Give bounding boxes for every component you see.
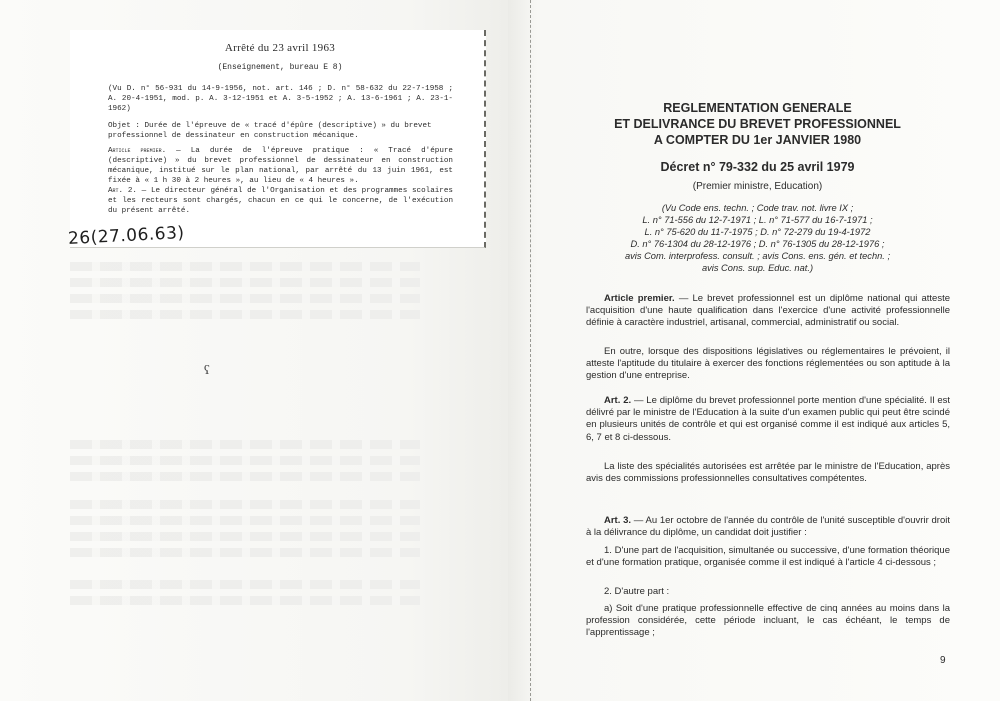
reference-line: avis Com. interprofess. consult. ; avis Cons. ens. gén. et techn. ; <box>624 251 891 261</box>
page-gutter <box>530 0 531 701</box>
regulation-title-line: ET DELIVRANCE DU BREVET PROFESSIONNEL <box>614 117 901 131</box>
show-through-line <box>70 580 420 589</box>
decret-article-2 <box>586 395 950 444</box>
show-through-line <box>70 500 420 509</box>
article-1-label: Article premier. <box>108 147 167 155</box>
page-number: 9 <box>940 655 946 666</box>
arrete-article-2 <box>108 186 453 216</box>
show-through-line <box>70 472 420 481</box>
regulation-title <box>590 100 925 148</box>
reference-line: (Vu Code ens. techn. ; Code trav. not. livre IX ; <box>661 203 854 213</box>
decret-article-1 <box>586 293 950 330</box>
decret-title: Décret n° 79-332 du 25 avril 1979 <box>660 160 855 174</box>
show-through-line <box>70 456 420 465</box>
decret-article-3 <box>586 515 950 539</box>
decret-article-1-para-2: En outre, lorsque des dispositions législatives ou réglementaires le prévoient, il atteste l'aptitude du titulaire à exercer des fonctions réglementées ou son aptitude à la gestion d'une entreprise. <box>586 346 950 382</box>
arrete-title: Arrêté du 23 avril 1963 <box>224 42 336 54</box>
show-through-line <box>70 548 420 557</box>
handwritten-note: 26(27.06.63) <box>67 222 186 250</box>
objet-label: Objet : <box>108 122 140 130</box>
show-through-line <box>70 440 420 449</box>
article-1-label: Article premier. <box>604 293 675 304</box>
show-through-line <box>70 310 420 319</box>
arrete-objet <box>108 121 453 141</box>
arrete-references: (Vu D. n° 56-931 du 14-9-1956, not. art. 146 ; D. n° 58-632 du 22-7-1958 ; A. 20-4-1951, mod. p. A. 3-12-1951 et A. 3-5-1952 ; A. 13-6-1961 ; A. 23-1-1962) <box>108 85 453 113</box>
article-1-text: — Le brevet professionnel est un diplôme national qui atteste l'acquisition d'une haute qualification dans l'exercice d'une activité professionnelle définie à caractère industriel, artisanal, commercial, administratif ou social. <box>586 293 951 329</box>
reference-line: L. n° 71-556 du 12-7-1971 ; L. n° 71-577 du 16-7-1971 ; <box>642 215 873 225</box>
show-through-line <box>70 532 420 541</box>
show-through-line <box>70 516 420 525</box>
article-3-label: Art. 3. <box>604 515 632 526</box>
article-3-item-2a: a) Soit d'une pratique professionnelle effective de cinq années au moins dans la profession considérée, cette période incluant, le cas échéant, le temps de l'apprentissage ; <box>586 603 950 639</box>
article-3-item-2: 2. D'autre part : <box>604 586 670 597</box>
decret-references <box>600 202 915 274</box>
article-2-label: Art. 2. <box>604 395 632 406</box>
article-1-text: — La durée de l'épreuve pratique : « Tracé d'épure (descriptive) » du brevet professionnel de dessinateur en construction mécanique, institué sur le plan national, par arrêté du 13 juin 1961, est fixée à « 1 h 30 à 2 heures », au lieu de « 4 heures ». <box>108 147 453 185</box>
show-through-line <box>70 278 420 287</box>
article-3-item-1: 1. D'une part de l'acquisition, simultanée ou successive, d'une formation théorique et d'une formation pratique, organisée comme il est indiqué à l'article 4 ci-dessous ; <box>586 545 950 569</box>
show-through-line <box>70 262 420 271</box>
decret-article-2-para-2: La liste des spécialités autorisées est arrêtée par le ministre de l'Education, après avis des commissions professionnelles consultatives compétentes. <box>586 461 950 485</box>
reference-line: D. n° 76-1304 du 28-12-1976 ; D. n° 76-1305 du 28-12-1976 ; <box>630 239 885 249</box>
reference-line: avis Cons. sup. Educ. nat.) <box>701 263 814 273</box>
article-2-text: — Le directeur général de l'Organisation et des programmes scolaires et les recteurs sont chargés, chacun en ce qui le concerne, de l'exécution du présent arrêté. <box>108 187 453 215</box>
show-through-line <box>70 596 420 605</box>
regulation-title-line: A COMPTER DU 1er JANVIER 1980 <box>653 133 862 147</box>
article-3-text: — Au 1er octobre de l'année du contrôle de l'unité susceptible d'ouvrir droit à la délivrance du diplôme, un candidat doit justifier : <box>586 515 950 539</box>
article-2-text: — Le diplôme du brevet professionnel porte mention d'une spécialité. Il est délivré par le ministre de l'Education à la suite d'un examen public qui peut être scindé en plusieurs unités de contrôle et qui est organisé comme il est indiqué aux articles 5, 6, 7 et 8 ci-dessous. <box>586 395 950 443</box>
pen-mark: ʕ <box>204 362 210 377</box>
objet-text: Durée de l'épreuve de « tracé d'épûre (descriptive) » du brevet professionnel de dessinateur en construction mécanique. <box>108 122 432 140</box>
show-through-line <box>70 294 420 303</box>
reference-line: L. n° 75-620 du 11-7-1975 ; D. n° 72-279 du 19-4-1972 <box>644 227 871 237</box>
decret-subtitle: (Premier ministre, Education) <box>692 181 823 192</box>
regulation-title-line: REGLEMENTATION GENERALE <box>663 101 852 115</box>
arrete-subtitle: (Enseignement, bureau E 8) <box>217 63 343 72</box>
arrete-article-1 <box>108 146 453 186</box>
article-2-label: Art. 2. <box>108 187 137 195</box>
